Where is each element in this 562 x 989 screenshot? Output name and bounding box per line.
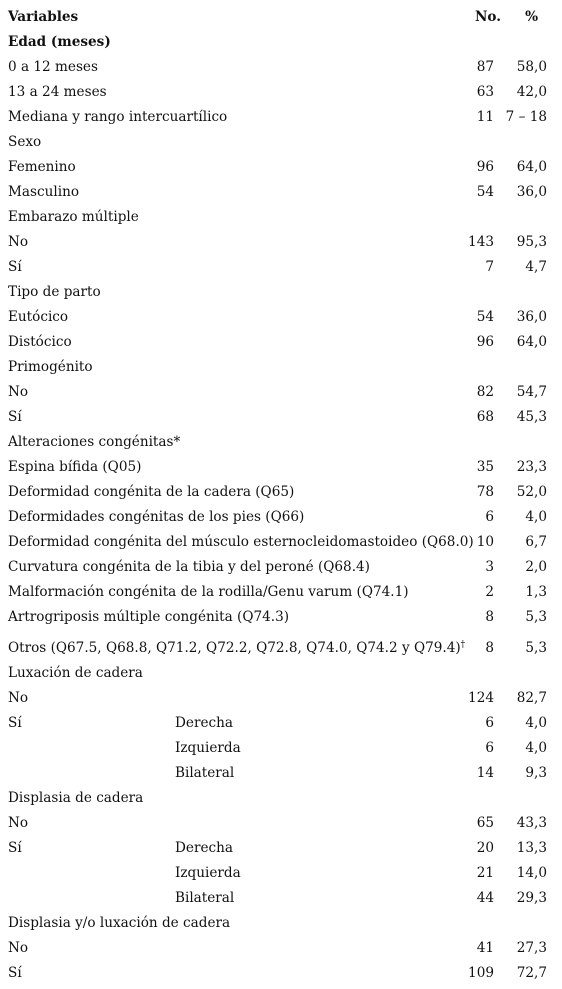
row-label: Malformación congénita de la rodilla/Genu varum (Q74.1)	[8, 584, 409, 600]
table-row	[0, 305, 562, 330]
table-row	[0, 961, 562, 986]
row-percent: 45,3	[516, 409, 547, 425]
row-label: Deformidad congénita del músculo esternocleidomastoideo (Q68.0)	[8, 534, 474, 550]
row-percent: 14,0	[516, 865, 547, 881]
table-row	[0, 605, 562, 630]
table-row	[0, 380, 562, 405]
row-percent: 6,7	[525, 534, 547, 550]
row-percent: 36,0	[516, 184, 547, 200]
row-label: Displasia y/o luxación de cadera	[8, 915, 231, 931]
table-row	[0, 55, 562, 80]
row-count: 3	[485, 559, 494, 575]
table-row	[0, 80, 562, 105]
row-percent: 64,0	[516, 334, 547, 350]
row-label: No	[8, 940, 29, 956]
row-sublabel: Bilateral	[175, 890, 235, 906]
row-sublabel: Derecha	[175, 715, 233, 731]
table-row	[0, 480, 562, 505]
row-percent: 5,3	[525, 640, 547, 656]
row-label: Alteraciones congénitas*	[8, 434, 181, 450]
row-label: Displasia de cadera	[8, 790, 144, 806]
row-count: 8	[485, 609, 494, 625]
section-row	[0, 661, 562, 686]
row-percent: 82,7	[516, 690, 547, 706]
table-row	[0, 580, 562, 605]
row-percent: 29,3	[516, 890, 547, 906]
row-label: Luxación de cadera	[8, 665, 143, 681]
row-label: Sí	[8, 840, 22, 856]
row-percent: 13,3	[516, 840, 547, 856]
row-label: Distócico	[8, 334, 72, 350]
header-pct: %	[525, 9, 538, 25]
row-count: 8	[485, 640, 494, 656]
table-row	[0, 505, 562, 530]
row-count: 6	[485, 509, 494, 525]
row-percent: 4,0	[525, 715, 547, 731]
row-label: Masculino	[8, 184, 80, 200]
table-row	[0, 861, 562, 886]
row-count: 35	[476, 459, 494, 475]
row-count: 96	[476, 159, 494, 175]
section-row	[0, 205, 562, 230]
row-label: Embarazo múltiple	[8, 209, 139, 225]
table-row	[0, 105, 562, 130]
row-label: Otros (Q67.5, Q68.8, Q71.2, Q72.2, Q72.8, Q74.0, Q74.2 y Q79.4)†	[8, 640, 466, 656]
row-percent: 52,0	[516, 484, 547, 500]
row-label: Edad (meses)	[8, 34, 111, 50]
row-label: Femenino	[8, 159, 76, 175]
row-count: 21	[476, 865, 494, 881]
row-label: No	[8, 384, 29, 400]
table-row	[0, 686, 562, 711]
row-count: 10	[476, 534, 494, 550]
row-percent: 36,0	[516, 309, 547, 325]
row-percent: 5,3	[525, 609, 547, 625]
row-label: 13 a 24 meses	[8, 84, 107, 100]
section-row	[0, 130, 562, 155]
row-label: No	[8, 815, 29, 831]
row-percent: 72,7	[516, 965, 547, 981]
row-count: 6	[485, 715, 494, 731]
section-row	[0, 280, 562, 305]
row-label: Mediana y rango intercuartílico	[8, 109, 228, 125]
row-percent: 1,3	[525, 584, 547, 600]
row-label: Eutócico	[8, 309, 69, 325]
row-sublabel: Izquierda	[175, 740, 241, 756]
row-percent: 4,0	[525, 509, 547, 525]
row-label: 0 a 12 meses	[8, 59, 98, 75]
row-percent: 4,0	[525, 740, 547, 756]
table-row	[0, 636, 562, 661]
table-row	[0, 455, 562, 480]
row-label: Curvatura congénita de la tibia y del peroné (Q68.4)	[8, 559, 370, 575]
row-label: No	[8, 234, 29, 250]
footnote-marker: †	[460, 640, 466, 650]
table-row	[0, 555, 562, 580]
row-sublabel: Izquierda	[175, 865, 241, 881]
row-count: 124	[468, 690, 494, 706]
row-label: Deformidades congénitas de los pies (Q66)	[8, 509, 305, 525]
row-count: 2	[485, 584, 494, 600]
row-label: Sexo	[8, 134, 42, 150]
row-percent: 27,3	[516, 940, 547, 956]
row-count: 63	[476, 84, 494, 100]
row-label: Sí	[8, 715, 22, 731]
table-row	[0, 761, 562, 786]
row-percent: 54,7	[516, 384, 547, 400]
row-count: 44	[476, 890, 494, 906]
table-row	[0, 255, 562, 280]
header-variables: Variables	[8, 9, 79, 25]
section-row	[0, 355, 562, 380]
row-count: 96	[476, 334, 494, 350]
table-row	[0, 155, 562, 180]
section-row	[0, 430, 562, 455]
row-count: 41	[476, 940, 494, 956]
row-percent: 7 – 18	[505, 109, 547, 125]
row-count: 68	[476, 409, 494, 425]
header-no: No.	[475, 9, 501, 25]
row-percent: 9,3	[525, 765, 547, 781]
table-row	[0, 230, 562, 255]
row-count: 82	[476, 384, 494, 400]
row-percent: 95,3	[516, 234, 547, 250]
section-row	[0, 911, 562, 936]
table-row	[0, 180, 562, 205]
row-label: Artrogriposis múltiple congénita (Q74.3)	[8, 609, 290, 625]
row-percent: 2,0	[525, 559, 547, 575]
row-label: Sí	[8, 259, 22, 275]
row-sublabel: Bilateral	[175, 765, 235, 781]
row-label: Sí	[8, 965, 22, 981]
section-row	[0, 30, 562, 55]
row-percent: 58,0	[516, 59, 547, 75]
row-label: No	[8, 690, 29, 706]
row-label: Primogénito	[8, 359, 93, 375]
row-label: Sí	[8, 409, 22, 425]
row-label: Deformidad congénita de la cadera (Q65)	[8, 484, 295, 500]
table-row	[0, 886, 562, 911]
table-row	[0, 330, 562, 355]
row-count: 7	[485, 259, 494, 275]
table-row	[0, 530, 562, 555]
row-count: 14	[476, 765, 494, 781]
row-percent: 42,0	[516, 84, 547, 100]
row-count: 54	[476, 184, 494, 200]
row-percent: 43,3	[516, 815, 547, 831]
table-row	[0, 936, 562, 961]
row-label: Tipo de parto	[8, 284, 101, 300]
row-count: 78	[476, 484, 494, 500]
table-row	[0, 811, 562, 836]
row-count: 65	[476, 815, 494, 831]
row-percent: 4,7	[525, 259, 547, 275]
table-row	[0, 405, 562, 430]
table-row	[0, 836, 562, 861]
row-count: 109	[468, 965, 494, 981]
row-count: 143	[468, 234, 494, 250]
row-percent: 23,3	[516, 459, 547, 475]
table-row	[0, 711, 562, 736]
row-count: 20	[476, 840, 494, 856]
row-sublabel: Derecha	[175, 840, 233, 856]
row-count: 87	[476, 59, 494, 75]
row-count: 54	[476, 309, 494, 325]
row-label: Espina bífida (Q05)	[8, 459, 142, 475]
table-row	[0, 736, 562, 761]
row-percent: 64,0	[516, 159, 547, 175]
row-count: 11	[476, 109, 494, 125]
section-row	[0, 786, 562, 811]
header-row	[0, 5, 562, 30]
row-count: 6	[485, 740, 494, 756]
